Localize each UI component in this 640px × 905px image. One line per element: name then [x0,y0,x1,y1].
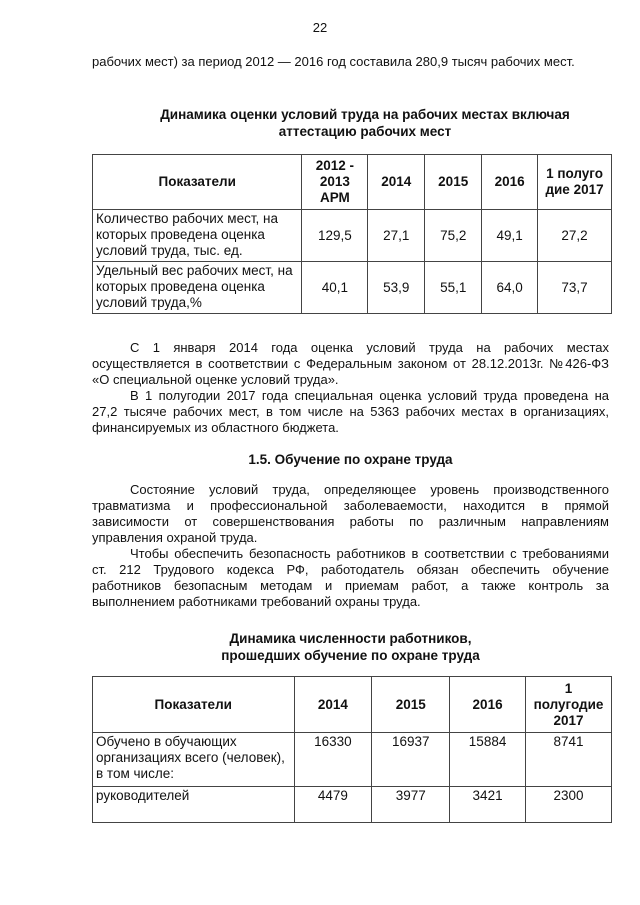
body-text-1 [92,340,609,436]
table1-title: Динамика оценки условий труда на рабочих местах включая аттестацию рабочих мест [160,107,570,139]
table1-cell: 75,2 [425,210,482,262]
table2-cell: 3421 [450,787,526,823]
table2-header-cell: 1 полугодие 2017 [526,677,612,733]
table1-row-label: Удельный вес рабочих мест, на которых проведена оценка условий труда,% [93,262,302,314]
table1-cell: 129,5 [302,210,368,262]
table1-cell: 27,1 [368,210,425,262]
intro-paragraph [92,54,609,70]
table-labor-assessment [92,154,612,314]
table1-title-block [150,106,580,140]
table2-header-cell: 2016 [450,677,526,733]
table1-row-label: Количество рабочих мест, на которых проведена оценка условий труда, тыс. ед. [93,210,302,262]
table1-header-cell: 2014 [368,155,425,210]
table-row [93,733,612,787]
table2-cell: 2300 [526,787,612,823]
table1-header-cell: 2016 [482,155,538,210]
table2-cell: 8741 [526,733,612,787]
paragraph: В 1 полугодии 2017 года специальная оценка условий труда проведена на 27,2 тысяче рабочих мест, в том числе на 5363 рабочих местах в организациях, финансируемых из областного бюджета. [92,388,609,435]
intro-text: рабочих мест) за период 2012 — 2016 год составила 280,9 тысяч рабочих мест. [92,54,575,69]
table1-cell: 49,1 [482,210,538,262]
table1-header-cell: 2015 [425,155,482,210]
table2-cell: 4479 [294,787,372,823]
table-row [93,787,612,823]
table-row [93,262,612,314]
table-row [93,210,612,262]
table2-cell: 15884 [450,733,526,787]
table1-cell: 73,7 [538,262,612,314]
table2-cell: 16330 [294,733,372,787]
table1-cell: 64,0 [482,262,538,314]
table1-cell: 27,2 [538,210,612,262]
paragraph: Чтобы обеспечить безопасность работников в соответствии с требованиями ст. 212 Трудового кодекса РФ, работодатель обязан обеспечить обучение работников безопасным методам и приемам работ, а также контроль за выполнением работниками требований охраны труда. [92,546,609,609]
table2-row-label: руководителей [93,787,295,823]
table2-cell: 16937 [372,733,450,787]
table-training [92,676,612,823]
paragraph: С 1 января 2014 года оценка условий труда на рабочих местах осуществляется в соответствии с Федеральным законом от 28.12.2013г. №426-ФЗ «О специальной оценке условий труда». [92,340,609,387]
table2-row-label: Обучено в обучающих организациях всего (человек), в том числе: [93,733,295,787]
table2-header-cell: 2015 [372,677,450,733]
table1-cell: 40,1 [302,262,368,314]
table1-cell: 53,9 [368,262,425,314]
table1-header-cell: Показатели [93,155,302,210]
body-text-2 [92,482,609,610]
table2-cell: 3977 [372,787,450,823]
section-heading: 1.5. Обучение по охране труда [248,452,453,467]
table2-header-cell: 2014 [294,677,372,733]
table2-header-cell: Показатели [93,677,295,733]
table1-header-row [93,155,612,210]
table2-title-line: прошедших обучение по охране труда [221,648,480,663]
table2-title-block [92,630,609,664]
table1-cell: 55,1 [425,262,482,314]
paragraph: Состояние условий труда, определяющее уровень производственного травматизма и профессиональной заболеваемости, находится в прямой зависимости от совершенствования работы по различным направлениям управления охраной труда. [92,482,609,545]
table2-title-line: Динамика численности работников, [229,631,472,646]
table1-header-cell: 2012 - 2013 АРМ [302,155,368,210]
table1-header-cell: 1 полуго дие 2017 [538,155,612,210]
page-number: 22 [312,20,328,35]
table2-header-row [93,677,612,733]
section-heading-block [92,451,609,468]
